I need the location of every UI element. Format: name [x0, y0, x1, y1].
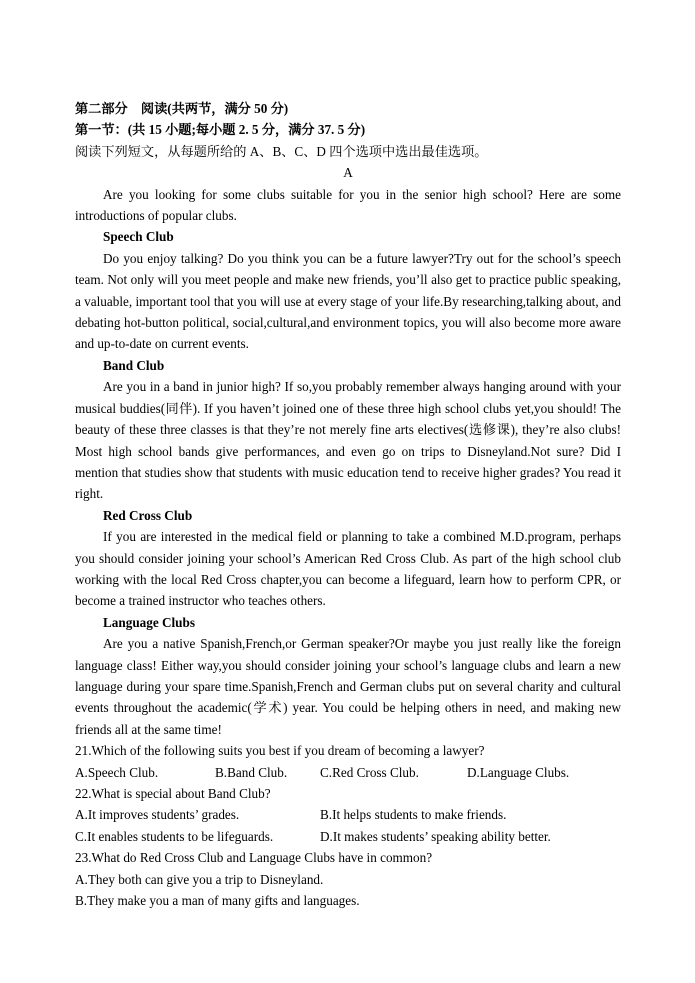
section-text-band-club: Are you in a band in junior high? If so,you probably remember always hanging around with your musical buddies(同伴). If you haven’t joined one of these three high school clubs yet,you should! The beauty of these three classes is that they’re not merely fine arts electives(选修课), they’re also clubs! Most high school bands give performances, and even go on trips to Disneyland.Not sure? Did I mention that studies show that students with music education tend to receive higher grades? You read it right.: [75, 379, 621, 502]
question-21-option-c: C.Red Cross Club.: [320, 764, 419, 780]
question-22-options-row-1: [75, 804, 621, 825]
section-heading-language-clubs: Language Clubs: [103, 614, 195, 630]
section-text-speech-club: Do you enjoy talking? Do you think you can be a future lawyer?Try out for the school’s speech team. Not only will you meet people and make new friends, you’ll also get to practice public speaking, a valuable, important tool that you will use at every stage of your life.By researching,talking about, and debating hot-button political, social,cultural,and environment topics, you will also become more aware and up-to-date on current events.: [75, 250, 621, 352]
passage-intro: Are you looking for some clubs suitable for you in the senior high school? Here are some introductions of popular clubs.: [75, 186, 621, 224]
section-text-red-cross-club: If you are interested in the medical field or planning to take a combined M.D.program, perhaps you should consider joining your school’s American Red Cross Club. As part of the high school club working with the local Red Cross chapter,you can become a lifeguard, learn how to perform CPR, or become a trained instructor who teaches others.: [75, 529, 621, 609]
question-22-stem: 22.What is special about Band Club?: [75, 786, 271, 801]
question-21-option-d: D.Language Clubs.: [467, 764, 570, 780]
section-text-language-clubs: Are you a native Spanish,French,or German speaker?Or maybe you just really like the foreign language class! Either way,you should consider joining your school’s language clubs and learn a new language during your spare time.Spanish,French and German clubs put on several charity and cultural events throughout the academic(学术) year. You could be helping others in need, and making new friends all at the same time!: [75, 636, 621, 737]
section-title: 第一节：(共 15 小题;每小题 2. 5 分，满分 37. 5 分): [75, 122, 366, 138]
question-21-option-b: B.Band Club.: [215, 764, 288, 780]
question-21-options: [75, 762, 621, 783]
passage-label: A: [343, 165, 353, 181]
section-heading-band-club: Band Club: [103, 357, 165, 373]
question-22-options-row-2: [75, 826, 621, 847]
section-heading-red-cross-club: Red Cross Club: [103, 507, 193, 523]
question-21-stem: 21.Which of the following suits you best if you dream of becoming a lawyer?: [75, 743, 485, 759]
question-22-option-c: C.It enables students to be lifeguards.: [75, 828, 274, 844]
section-heading-speech-club: Speech Club: [103, 229, 174, 245]
instruction: 阅读下列短文，从每题所给的 A、B、C、D 四个选项中选出最佳选项。: [75, 143, 488, 159]
question-22-option-d: D.It makes students’ speaking ability better.: [320, 828, 551, 844]
exam-page: [75, 98, 621, 911]
question-23-option-a: A.They both can give you a trip to Disneyland.: [75, 871, 324, 887]
question-23-stem: 23.What do Red Cross Club and Language Clubs have in common?: [75, 850, 433, 866]
question-21-option-a: A.Speech Club.: [75, 764, 159, 780]
question-22-option-b: B.It helps students to make friends.: [320, 807, 507, 823]
question-22-option-a: A.It improves students’ grades.: [75, 807, 240, 823]
part-title: 第二部分 阅读(共两节，满分 50 分): [75, 101, 289, 116]
question-23-option-b: B.They make you a man of many gifts and languages.: [75, 893, 360, 909]
